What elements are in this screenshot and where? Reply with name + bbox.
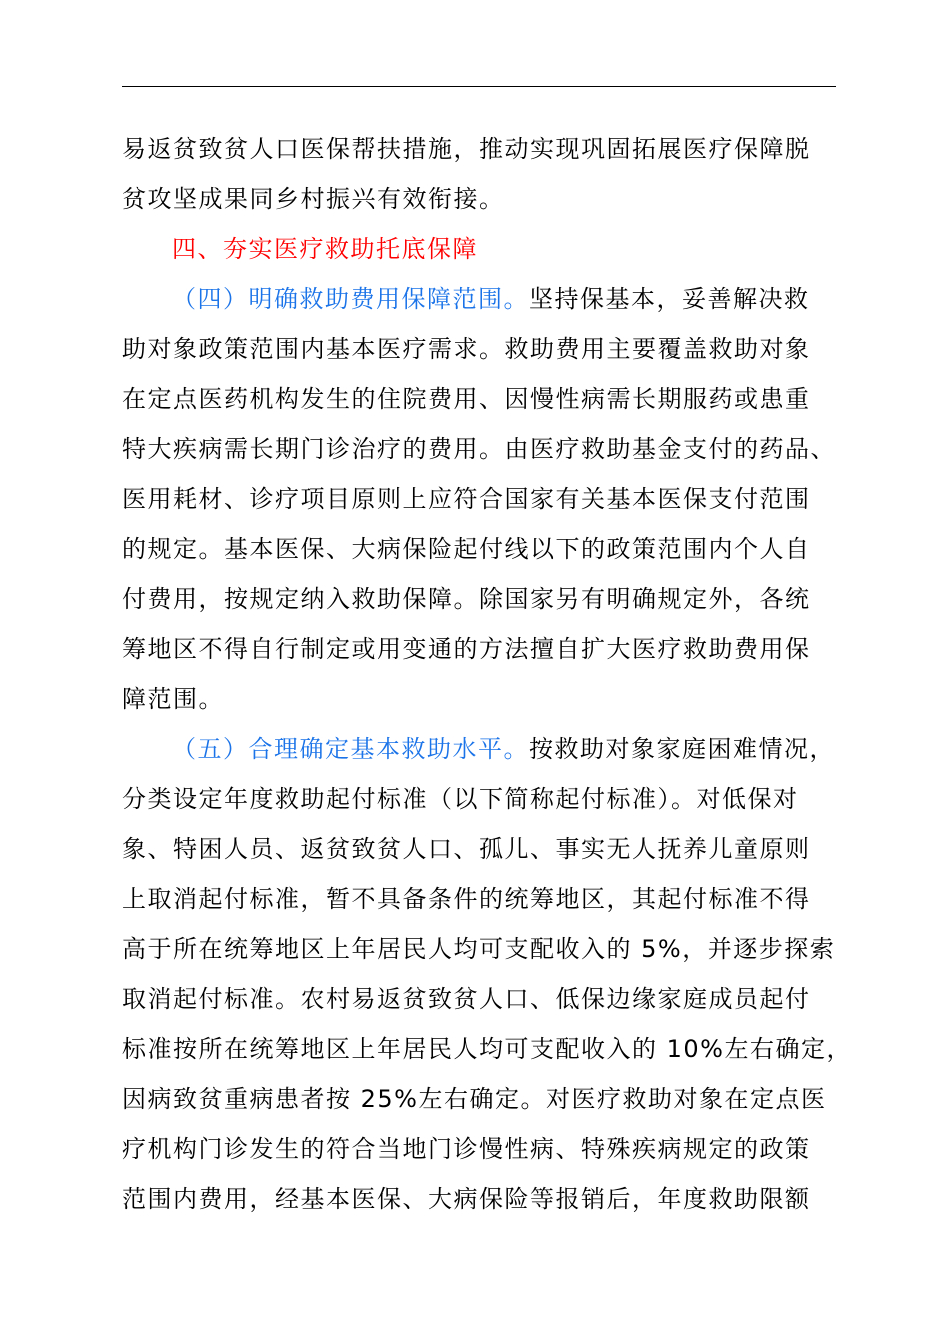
body-line: 易返贫致贫人口医保帮扶措施，推动实现巩固拓展医疗保障脱: [122, 135, 811, 163]
body-line: 贫攻坚成果同乡村振兴有效衔接。: [122, 185, 505, 213]
document-body: [122, 124, 852, 1224]
body-line: 高于所在统筹地区上年居民人均可支配收入的 5%，并逐步探索: [122, 935, 836, 963]
paragraph-5-heading: （五）合理确定基本救助水平。: [172, 735, 529, 763]
body-line: 付费用，按规定纳入救助保障。除国家另有明确规定外，各统: [122, 585, 811, 613]
body-line: 医用耗材、诊疗项目原则上应符合国家有关基本医保支付范围: [122, 485, 811, 513]
paragraph-4-heading: （四）明确救助费用保障范围。: [172, 285, 529, 313]
paragraph-4-first-text: 坚持保基本，妥善解决救: [529, 285, 810, 313]
body-line: 取消起付标准。农村易返贫致贫人口、低保边缘家庭成员起付: [122, 985, 811, 1013]
body-line: 象、特困人员、返贫致贫人口、孤儿、事实无人抚养儿童原则: [122, 835, 811, 863]
body-line: 疗机构门诊发生的符合当地门诊慢性病、特殊疾病规定的政策: [122, 1135, 811, 1163]
body-line: 助对象政策范围内基本医疗需求。救助费用主要覆盖救助对象: [122, 335, 811, 363]
body-line: 因病致贫重病患者按 25%左右确定。对医疗救助对象在定点医: [122, 1085, 827, 1113]
paragraph-5-first-line: [122, 724, 842, 774]
header-rule: [122, 86, 836, 87]
body-line: 分类设定年度救助起付标准（以下简称起付标准）。对低保对: [122, 785, 799, 813]
body-line: 上取消起付标准，暂不具备条件的统筹地区，其起付标准不得: [122, 885, 811, 913]
body-line: 的规定。基本医保、大病保险起付线以下的政策范围内个人自: [122, 535, 811, 563]
body-line: 障范围。: [122, 685, 224, 713]
body-line: 标准按所在统筹地区上年居民人均可支配收入的 10%左右确定，: [122, 1035, 852, 1063]
body-line: 在定点医药机构发生的住院费用、因慢性病需长期服药或患重: [122, 385, 811, 413]
paragraph-5-first-text: 按救助对象家庭困难情况，: [529, 735, 835, 763]
body-line: 特大疾病需长期门诊治疗的费用。由医疗救助基金支付的药品、: [122, 435, 836, 463]
section-heading: 四、夯实医疗救助托底保障: [172, 235, 478, 263]
paragraph-4-first-line: [122, 274, 842, 324]
body-line: 筹地区不得自行制定或用变通的方法擅自扩大医疗救助费用保: [122, 635, 811, 663]
body-line: 范围内费用，经基本医保、大病保险等报销后，年度救助限额: [122, 1185, 811, 1213]
